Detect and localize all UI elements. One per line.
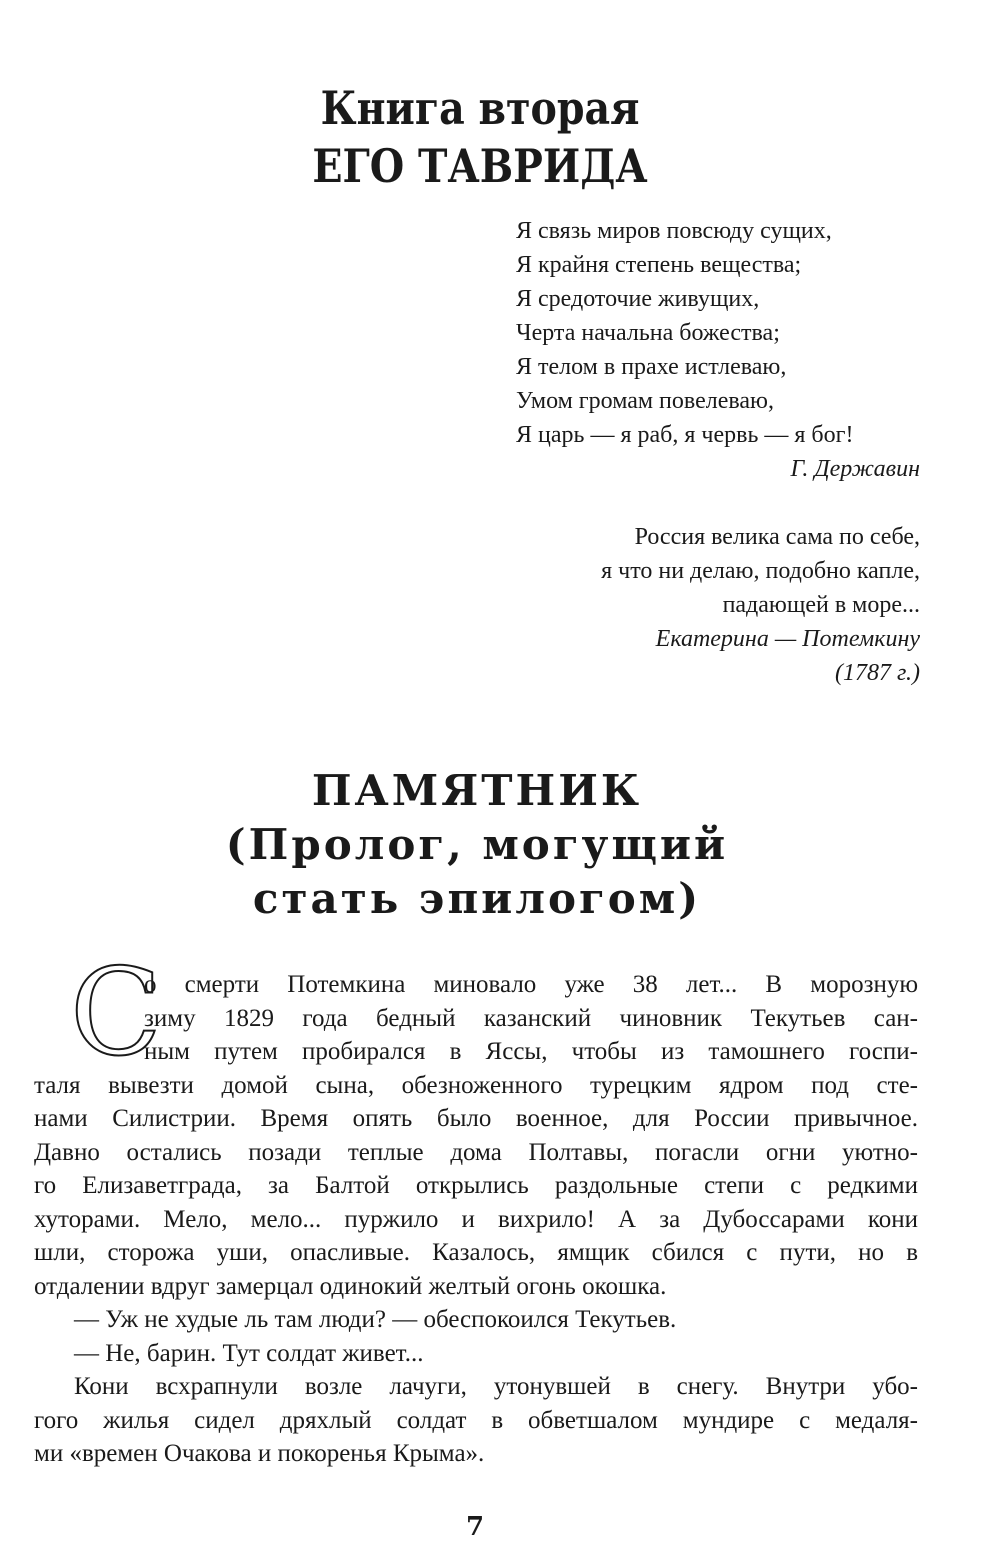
- body-line: — Не, барин. Тут солдат живет...: [74, 1339, 424, 1367]
- body-line: ми «времен Очакова и покоренья Крыма».: [34, 1440, 485, 1467]
- epigraph-prose: [516, 520, 920, 622]
- page-number: 7: [465, 1512, 485, 1542]
- epigraph-prose-line: Россия велика сама по себе,: [634, 524, 920, 550]
- body-line: Кони всхрапнули возле лачуги, утонувшей в снегу. Внутри убо-: [74, 1373, 918, 1400]
- book-title-line-2: ЕГО ТАВРИДА: [312, 139, 648, 193]
- epigraph-verse-line: Я связь миров повсюду сущих,: [516, 218, 832, 244]
- epigraph-date: (1787 г.): [834, 660, 920, 686]
- body-line: таля вывезти домой сына, обезноженного турецким ядром под сте-: [34, 1071, 918, 1099]
- chapter-title-line-2: (Пролог, могущий: [225, 820, 729, 869]
- body-line: нами Силистрии. Время опять было военное, для России привычное.: [34, 1105, 918, 1132]
- body-line: Давно остались позади теплые дома Полтавы, погасли огни уютно-: [34, 1138, 918, 1166]
- epigraph-author: Екатерина — Потемкину: [655, 626, 920, 652]
- epigraph-verse-line: Я крайня степень вещества;: [516, 252, 802, 278]
- body-line: — Уж не худые ль там люди? — обеспокоился Текутьев.: [74, 1306, 677, 1333]
- epigraph-author: Г. Державин: [790, 456, 920, 482]
- epigraph-verse-line: Я средоточие живущих,: [516, 286, 760, 312]
- epigraph-derzhavin: [516, 214, 920, 486]
- body-line: хуторами. Мело, мело... пуржило и вихрило! А за Дубоссарами кони: [34, 1205, 918, 1233]
- drop-cap-letter: С: [70, 944, 162, 1083]
- chapter-title: [0, 764, 954, 926]
- body-line: отдалении вдруг замерцал одинокий желтый огонь окошка.: [34, 1272, 667, 1300]
- epigraph-prose-line: падающей в море...: [722, 592, 920, 618]
- epigraph-verse-line: Черта начальна божества;: [516, 320, 780, 346]
- epigraph-verse-line: Умом громам повелеваю,: [516, 388, 774, 414]
- chapter-title-line-1: ПАМЯТНИК: [311, 766, 643, 815]
- body-line: гого жилья сидел дряхлый солдат в обветшалом мундире с медаля-: [34, 1406, 918, 1434]
- body-line: о смерти Потемкина миновало уже 38 лет... В морозную: [144, 971, 918, 998]
- body-line: го Елизаветграда, за Балтой открылись раздольные степи с редкими: [34, 1172, 918, 1199]
- book-title-line-1: Книга вторая: [320, 81, 640, 135]
- epigraph-catherine: [516, 520, 920, 690]
- body-line: ным путем пробирался в Яссы, чтобы из тамошнего госпи-: [144, 1038, 918, 1065]
- chapter-title-line-3: стать эпилогом): [252, 874, 702, 923]
- body-line: зиму 1829 года бедный казанский чиновник Текутьев сан-: [144, 1004, 918, 1032]
- body-text: [34, 968, 918, 1471]
- epigraph-prose-line: я что ни делаю, подобно капле,: [601, 558, 920, 584]
- body-line: шли, сторожа уши, опасливые. Казалось, ямщик сбился с пути, но в: [34, 1239, 918, 1266]
- epigraph-verse-line: Я телом в прахе истлеваю,: [516, 354, 787, 380]
- epigraph-verse-line: Я царь — я раб, я червь — я бог!: [516, 422, 854, 448]
